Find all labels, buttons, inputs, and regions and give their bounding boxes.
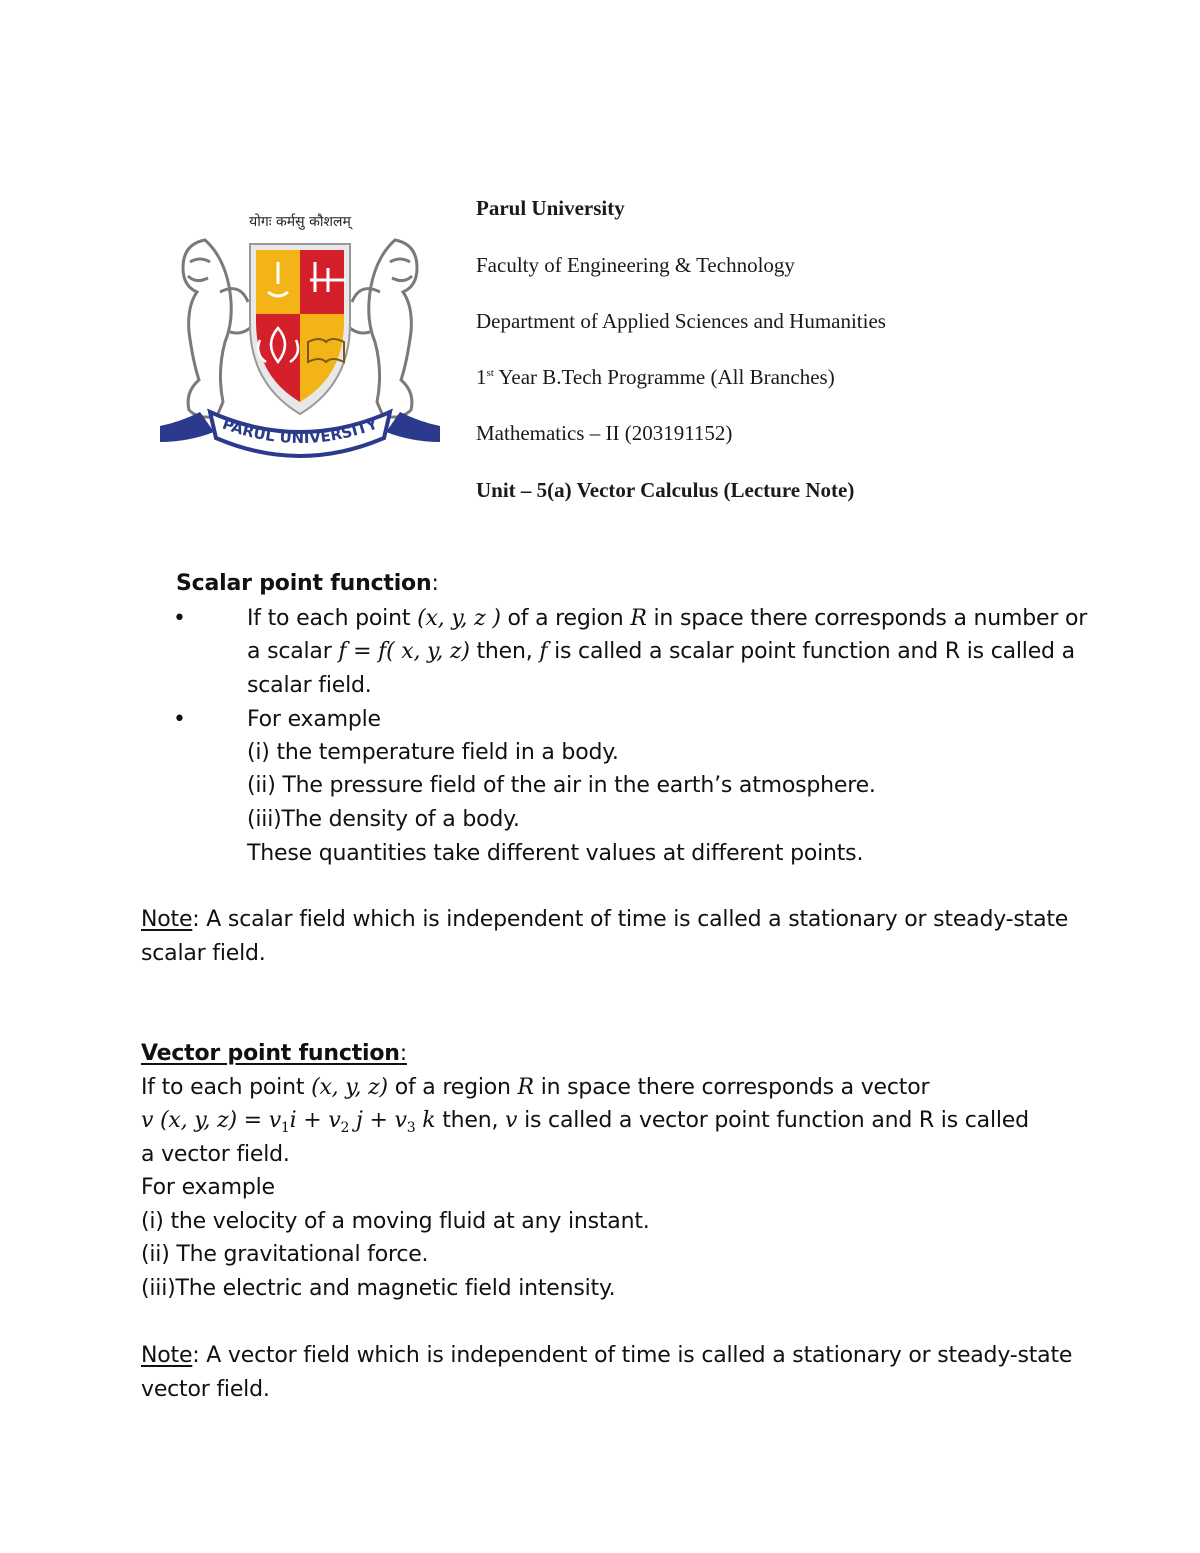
- scalar-heading: Scalar point function:: [176, 571, 439, 596]
- scalar-def-line-3: scalar field.: [247, 673, 372, 698]
- vector-example-1: (i) the velocity of a moving fluid at any instant.: [141, 1209, 650, 1234]
- scalar-def-line-1: If to each point (x, y, z ) of a region R in space there corresponds a number or: [247, 606, 1088, 631]
- university-crest-logo: [150, 192, 450, 462]
- scalar-example-2: (ii) The pressure field of the air in the earth’s atmosphere.: [247, 773, 876, 798]
- department-name: Department of Applied Sciences and Humanities: [476, 309, 886, 333]
- crest-banner-text: PARUL UNIVERSITY: [220, 414, 380, 448]
- vector-heading: Vector point function:: [141, 1041, 407, 1066]
- left-lion-icon: [183, 240, 254, 417]
- vector-example-3: (iii)The electric and magnetic field intensity.: [141, 1276, 616, 1301]
- programme-year: 1st Year B.Tech Programme (All Branches): [476, 365, 835, 389]
- crest-motto: योगः कर्मसु कौशलम्: [249, 214, 351, 230]
- vector-def-line-1: If to each point (x, y, z) of a region R in space there corresponds a vector: [141, 1075, 930, 1100]
- course-name: Mathematics – II (203191152): [476, 421, 733, 445]
- university-name: Parul University: [476, 196, 625, 220]
- bullet-2: •: [173, 707, 186, 732]
- right-lion-icon: [346, 240, 417, 417]
- scalar-example-3: (iii)The density of a body.: [247, 807, 520, 832]
- scalar-def-line-2: a scalar f = f( x, y, z) then, f is called a scalar point function and R is called a: [247, 639, 1075, 664]
- vector-example-2: (ii) The gravitational force.: [141, 1242, 429, 1267]
- scalar-example-1: (i) the temperature field in a body.: [247, 740, 619, 765]
- unit-title: Unit – 5(a) Vector Calculus (Lecture Note): [476, 478, 855, 502]
- bullet-1: •: [173, 606, 186, 631]
- vector-def-line-2: v (x, y, $z) = v_1i + v_2$ $j + v_3$ k then, v is called a vector point function and R is called: [141, 1108, 1029, 1136]
- vector-note-line-1: Note: A vector field which is independent of time is called a stationary or steady-state: [141, 1343, 1073, 1368]
- vector-def-line-3: a vector field.: [141, 1142, 290, 1167]
- faculty-name: Faculty of Engineering & Technology: [476, 253, 795, 277]
- scalar-example-summary: These quantities take different values at different points.: [247, 841, 864, 866]
- scalar-example-label: For example: [247, 707, 381, 732]
- vector-example-label: For example: [141, 1175, 275, 1200]
- scalar-note-line-1: Note: A scalar field which is independent of time is called a stationary or steady-state: [141, 907, 1069, 932]
- scalar-note-line-2: scalar field.: [141, 941, 266, 966]
- crest-shield: [250, 244, 350, 414]
- crest-banner: [160, 412, 440, 456]
- vector-note-line-2: vector field.: [141, 1377, 270, 1402]
